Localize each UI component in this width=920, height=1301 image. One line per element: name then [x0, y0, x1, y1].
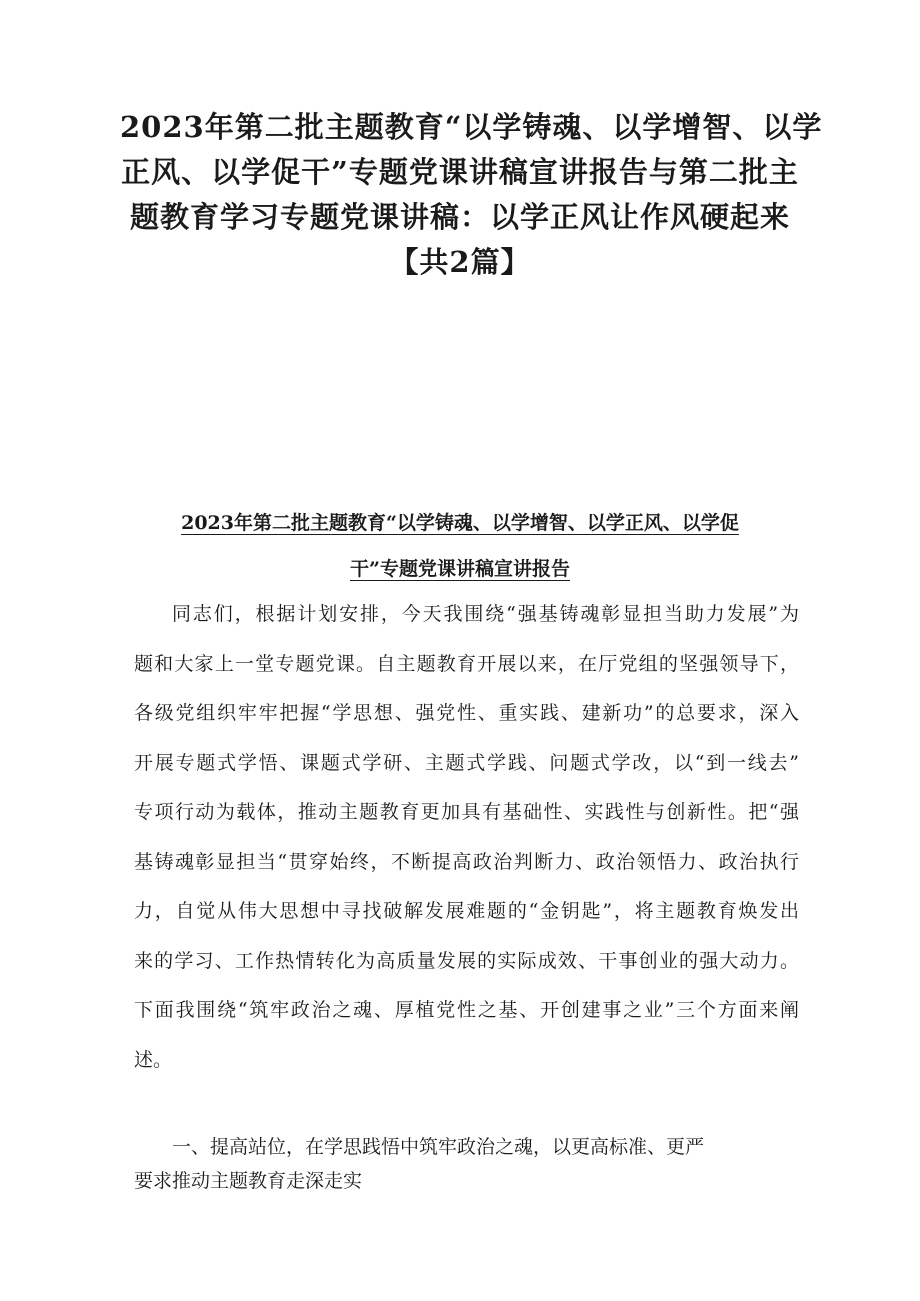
document-title	[120, 105, 823, 285]
section-title-line: 干”专题党课讲稿宣讲报告	[350, 558, 570, 580]
section-title	[150, 500, 770, 592]
document-title-line: 2023年第二批主题教育“以学铸魂、以学增智、以学	[120, 110, 823, 144]
paragraph-line: 题和大家上一堂专题党课。自主题教育开展以来，在厅党组的坚强领导下，	[134, 652, 799, 675]
paragraph-line: 基铸魂彰显担当“贯穿始终，不断提高政治判断力、政治领悟力、政治执行	[134, 850, 799, 873]
paragraph-line: 下面我围绕“筑牢政治之魂、厚植党性之基、开创建事之业”三个方面来阐	[134, 999, 799, 1021]
paragraph-line: 开展专题式学悟、课题式学研、主题式学践、问题式学改，以“到一线去”	[134, 751, 799, 774]
paragraph-line: 各级党组织牢牢把握“学思想、强党性、重实践、建新功”的总要求，深入	[134, 702, 799, 724]
body-paragraph	[134, 590, 799, 1085]
subsection-heading-line: 要求推动主题教育走深走实	[134, 1170, 363, 1192]
subsection-heading	[134, 1130, 774, 1198]
paragraph-line: 同志们，根据计划安排，今天我围绕“强基铸魂彰显担当助力发展”为	[172, 603, 799, 625]
paragraph-line: 力，自觉从伟大思想中寻找破解发展难题的“金钥匙”，将主题教育焕发出	[134, 900, 799, 922]
section-title-line: 2023年第二批主题教育“以学铸魂、以学增智、以学正风、以学促	[181, 512, 739, 534]
subsection-heading-line: 一、提高站位，在学思践悟中筑牢政治之魂，以更高标准、更严	[172, 1136, 705, 1158]
paragraph-line: 述。	[134, 1048, 173, 1071]
paragraph-line: 专项行动为载体，推动主题教育更加具有基础性、实践性与创新性。把“强	[134, 801, 799, 823]
document-title-line: 【共2篇】	[389, 245, 531, 279]
document-title-line: 题教育学习专题党课讲稿：以学正风让作风硬起来	[129, 200, 790, 234]
document-title-line: 正风、以学促干”专题党课讲稿宣讲报告与第二批主	[121, 155, 799, 189]
paragraph-line: 来的学习、工作热情转化为高质量发展的实际成效、干事创业的强大动力。	[134, 949, 799, 972]
